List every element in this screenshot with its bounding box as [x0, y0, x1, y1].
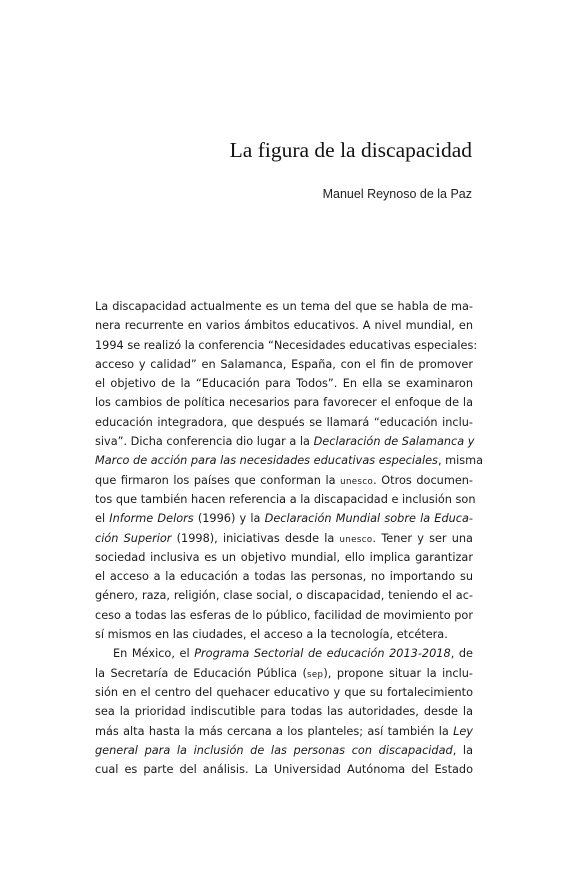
- text-segment: siva”. Dicha conferencia dio lugar a la: [95, 435, 314, 449]
- italic-text: ción Superior: [95, 531, 172, 545]
- author-name: Manuel Reynoso de la Paz: [322, 187, 472, 201]
- text-segment: más alta hasta la más cercana a los planteles; así también la: [95, 724, 454, 738]
- text-segment: que firmaron los países que conforman la: [95, 473, 341, 487]
- text-segment: sión en el centro del quehacer educativo y que su fortalecimiento: [95, 685, 473, 699]
- text-segment: . Otros documen-: [373, 473, 474, 487]
- italic-text: Declaración Mundial sobre la Educa-: [264, 512, 473, 526]
- text-line: [95, 548, 473, 567]
- text-line: [95, 297, 473, 316]
- text-line: [95, 586, 473, 605]
- text-segment: la Secretaría de Educación Pública (: [95, 666, 307, 680]
- text-segment: En México, el: [113, 647, 195, 661]
- text-line: [95, 393, 473, 412]
- text-line: [95, 760, 473, 779]
- body-text: [95, 297, 484, 779]
- italic-text: Programa Sectorial de educación 2013-2018: [194, 647, 451, 661]
- text-segment: género, raza, religión, clase social, o discapacidad, teniendo el ac-: [95, 589, 473, 603]
- italic-text: general para la inclusión de las personas con discapacidad: [95, 743, 453, 757]
- text-segment: (1996) y la: [193, 512, 265, 526]
- text-segment: ceso a todas las esferas de lo público, facilidad de movimiento por: [95, 608, 473, 622]
- text-segment: nera recurrente en varios ámbitos educativos. A nivel mundial, en: [95, 319, 473, 333]
- text-segment: sea la prioridad indiscutible para todas las autoridades, desde la: [95, 705, 473, 719]
- text-line: [95, 432, 473, 451]
- text-segment: . Tener y ser una: [372, 531, 473, 545]
- text-line: [95, 316, 473, 335]
- text-segment: acceso y calidad” en Salamanca, España, con el fin de promover: [95, 357, 473, 371]
- text-line: [95, 336, 478, 355]
- text-line: [95, 702, 473, 721]
- text-segment: cual es parte del análisis. La Universidad Autónoma del Estado: [95, 763, 473, 777]
- text-line: [95, 509, 473, 528]
- text-segment: , de: [450, 647, 473, 661]
- text-segment: (1998), iniciativas desde la: [171, 531, 340, 545]
- text-line: [95, 413, 473, 432]
- text-line: [95, 374, 473, 393]
- text-line: [95, 490, 476, 509]
- text-line: [95, 567, 473, 586]
- italic-text: Informe Delors: [109, 512, 194, 526]
- text-segment: La discapacidad actualmente es un tema del que se habla de ma-: [95, 300, 473, 313]
- text-segment: educación integradora, que después se llamará “educación inclu-: [95, 415, 473, 429]
- text-line: [95, 355, 473, 374]
- text-line: [95, 529, 473, 548]
- text-line: [95, 741, 473, 760]
- text-line: [95, 644, 473, 663]
- italic-text: Declaración de Salamanca y: [313, 435, 475, 449]
- chapter-title: La figura de la discapacidad: [229, 138, 472, 162]
- acronym-text: sep: [306, 669, 324, 680]
- text-line: [95, 625, 473, 644]
- text-segment: tos que también hacen referencia a la discapacidad e inclusión son: [95, 492, 476, 506]
- text-segment: los cambios de política necesarios para favorecer el enfoque de la: [95, 396, 473, 410]
- text-segment: el: [95, 512, 110, 526]
- text-line: [95, 606, 473, 625]
- text-line: [95, 451, 484, 470]
- italic-text: Ley: [453, 724, 473, 738]
- text-segment: sí mismos en las ciudades, el acceso a la tecnología, etcétera.: [95, 628, 448, 642]
- italic-text: Marco de acción para las necesidades educativas especiales: [95, 454, 438, 468]
- text-segment: el acceso a la educación a todas las personas, no importando su: [95, 570, 473, 584]
- text-segment: sociedad inclusiva es un objetivo mundial, ello implica garantizar: [95, 550, 473, 564]
- text-segment: , la: [452, 743, 473, 757]
- text-segment: el objetivo de la “Educación para Todos”. En ella se examinaron: [95, 377, 473, 391]
- text-line: [95, 683, 473, 702]
- acronym-text: unesco: [339, 534, 373, 545]
- text-segment: , misma: [437, 454, 484, 468]
- text-segment: 1994 se realizó la conferencia “Necesidades educativas especiales:: [95, 338, 478, 352]
- acronym-text: unesco: [340, 476, 374, 487]
- text-line: [95, 664, 473, 683]
- text-line: [95, 722, 473, 741]
- text-line: [95, 471, 473, 490]
- text-segment: ), propone situar la inclu-: [323, 666, 473, 680]
